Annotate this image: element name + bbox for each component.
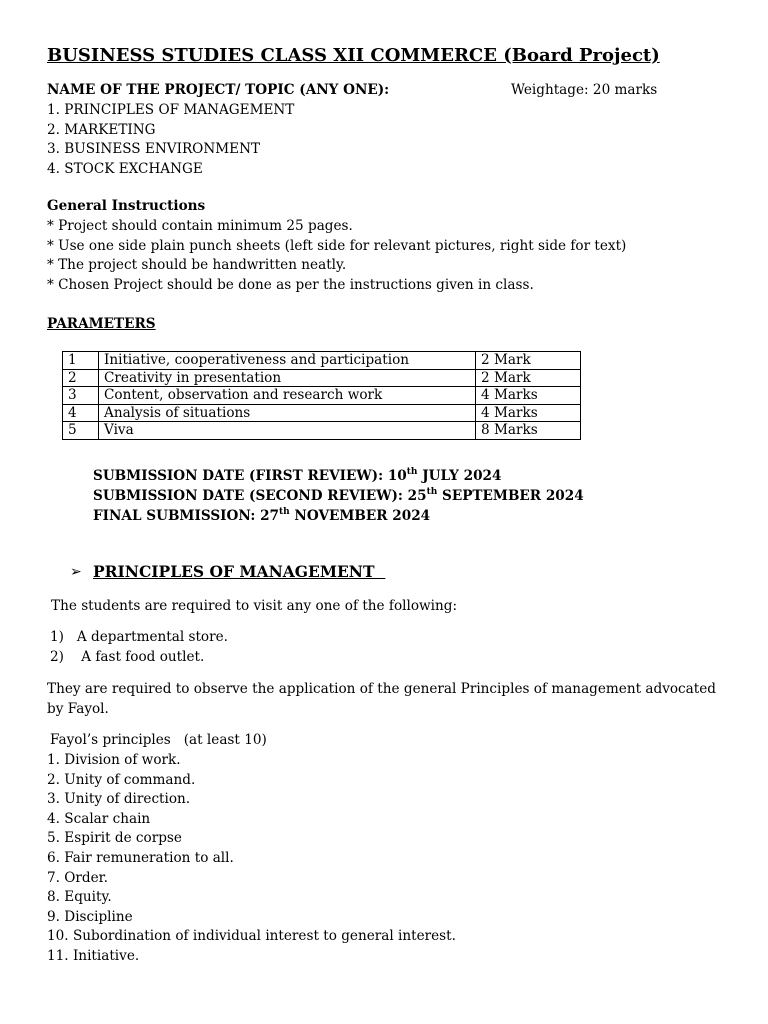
submission-second-month: SEPTEMBER 2024	[437, 488, 584, 504]
fayol-heading: Fayol’s principles (at least 10)	[50, 732, 267, 748]
instructions-list	[47, 217, 626, 295]
submission-second-text: SUBMISSION DATE (SECOND REVIEW): 25	[93, 488, 427, 504]
list-item: 11. Initiative.	[47, 947, 140, 964]
list-item: 9. Discipline	[47, 908, 133, 925]
row-number: 5	[63, 422, 99, 440]
table-row	[63, 422, 581, 440]
row-criterion: Analysis of situations	[99, 404, 476, 422]
ordinal-suffix: th	[406, 467, 418, 477]
topic-item: 4. STOCK EXCHANGE	[47, 160, 203, 177]
row-number: 1	[63, 352, 99, 370]
weightage: Weightage: 20 marks	[511, 82, 658, 98]
row-number: 3	[63, 387, 99, 405]
list-item: 8. Equity.	[47, 889, 112, 906]
visit-item: 1) A departmental store.	[50, 629, 228, 645]
list-item: 2. Unity of command.	[47, 771, 196, 788]
table-row	[63, 369, 581, 387]
submission-first-text: SUBMISSION DATE (FIRST REVIEW): 10	[93, 468, 407, 484]
fayol-principles-list	[47, 751, 456, 967]
row-marks: 4 Marks	[476, 387, 581, 405]
submission-second-review	[93, 487, 584, 507]
row-number: 2	[63, 369, 99, 387]
final-submission-month: NOVEMBER 2024	[289, 508, 431, 524]
instruction-item: * Project should contain minimum 25 pages.	[47, 218, 353, 234]
row-marks: 2 Mark	[476, 352, 581, 370]
document-title: BUSINESS STUDIES CLASS XII COMMERCE (Board Project)	[47, 45, 660, 66]
row-marks: 8 Marks	[476, 422, 581, 440]
topic-item: 3. BUSINESS ENVIRONMENT	[47, 141, 261, 158]
row-marks: 2 Mark	[476, 369, 581, 387]
row-number: 4	[63, 404, 99, 422]
submission-first-review	[93, 467, 501, 487]
table-row	[63, 387, 581, 405]
table-row	[63, 404, 581, 422]
instruction-item: * Chosen Project should be done as per the instructions given in class.	[47, 276, 534, 293]
topic-item: 1. PRINCIPLES OF MANAGEMENT	[47, 102, 295, 118]
list-item: 6. Fair remuneration to all.	[47, 849, 234, 866]
list-item: 4. Scalar chain	[47, 810, 151, 827]
row-criterion: Creativity in presentation	[99, 369, 476, 387]
table-row	[63, 352, 581, 370]
row-criterion: Initiative, cooperativeness and participation	[99, 352, 476, 370]
arrow-bullet-icon: ➢	[70, 564, 82, 580]
instruction-item: * Use one side plain punch sheets (left side for relevant pictures, right side for text)	[47, 237, 627, 254]
final-submission	[93, 507, 430, 527]
instruction-item: * The project should be handwritten neatly.	[47, 257, 347, 274]
topic-list	[47, 101, 294, 179]
list-item: 10. Subordination of individual interest to general interest.	[47, 928, 456, 945]
list-item: 5. Espirit de corpse	[47, 830, 182, 847]
list-item: 7. Order.	[47, 869, 109, 886]
list-item: 1. Division of work.	[47, 752, 181, 768]
visit-item: 2) A fast food outlet.	[50, 648, 205, 665]
ordinal-suffix: th	[426, 487, 438, 497]
submission-first-month: JULY 2024	[417, 468, 502, 484]
row-marks: 4 Marks	[476, 404, 581, 422]
topic-item: 2. MARKETING	[47, 121, 156, 138]
visit-intro: The students are required to visit any one of the following:	[51, 598, 458, 614]
instructions-heading: General Instructions	[47, 198, 206, 214]
list-item: 3. Unity of direction.	[47, 791, 191, 808]
row-criterion: Viva	[99, 422, 476, 440]
row-criterion: Content, observation and research work	[99, 387, 476, 405]
parameters-table	[62, 351, 581, 440]
project-topic-label: NAME OF THE PROJECT/ TOPIC (ANY ONE):	[47, 82, 390, 98]
section-heading-principles: PRINCIPLES OF MANAGEMENT	[93, 562, 386, 581]
visit-list	[50, 628, 228, 667]
observe-paragraph: They are required to observe the application of the general Principles of management advocated by Fayol.	[47, 681, 716, 717]
parameters-heading: PARAMETERS	[47, 316, 156, 332]
ordinal-suffix: th	[279, 507, 290, 517]
final-submission-text: FINAL SUBMISSION: 27	[93, 508, 279, 524]
